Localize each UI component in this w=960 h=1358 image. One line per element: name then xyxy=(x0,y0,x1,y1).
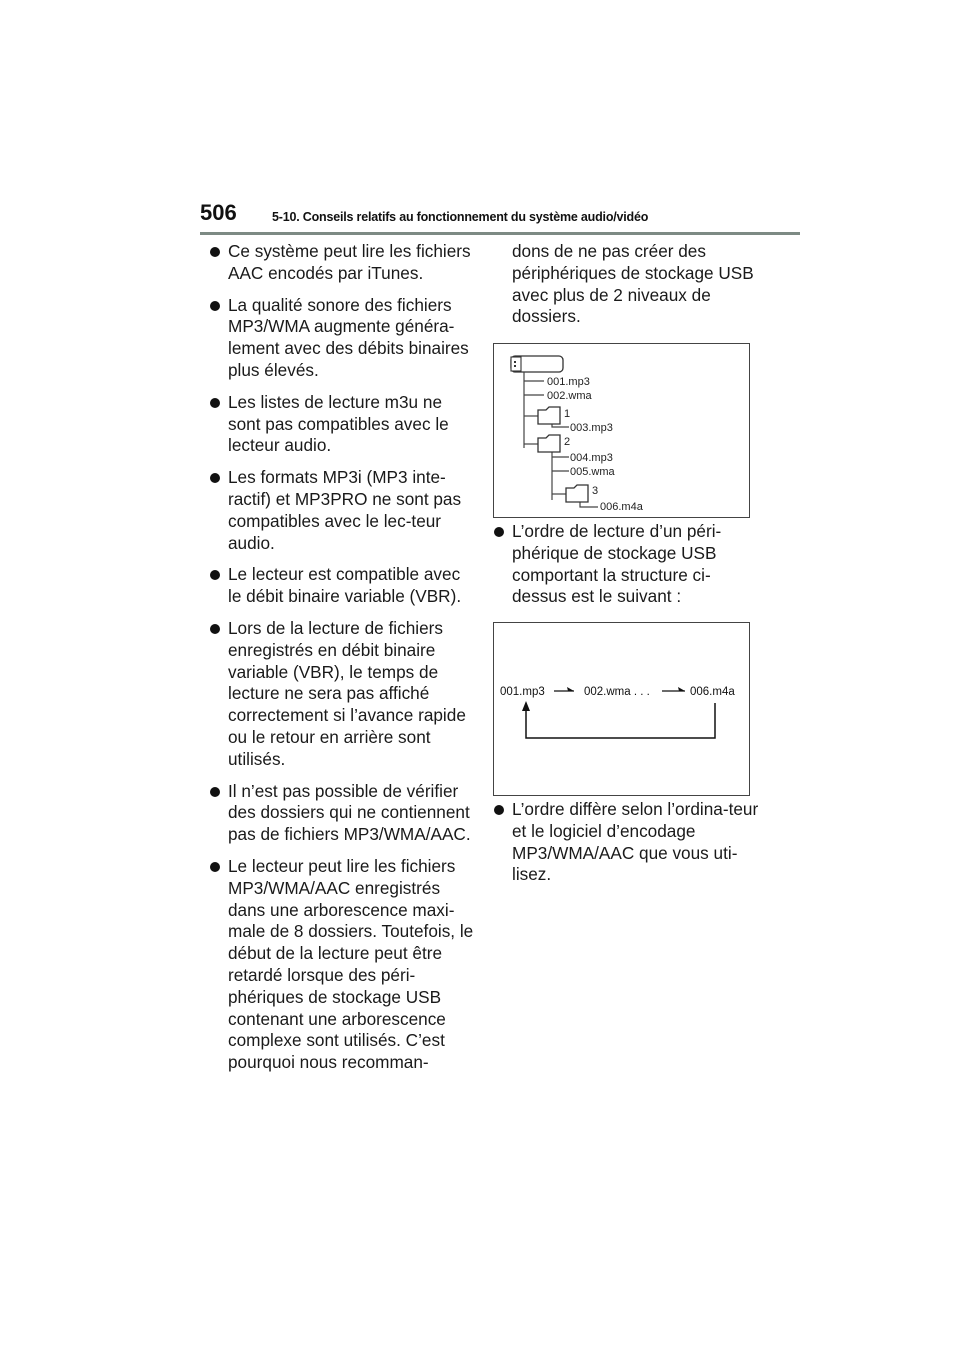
bullet-text: Les listes de lecture m3u ne sont pas compatibles avec le lecteur audio. xyxy=(228,391,449,456)
bullet-text: La qualité sonore des fichiers MP3/WMA augmente généra-lement avec des débits binaires plus élevés. xyxy=(228,294,469,380)
bullet-dot-icon xyxy=(210,247,220,257)
page-number: 506 xyxy=(200,200,237,225)
right-column xyxy=(494,241,759,328)
loop-back-arrow-icon xyxy=(526,703,715,738)
bullet-dot-icon xyxy=(494,805,504,815)
bullet-dot-icon xyxy=(210,570,220,580)
bullet-text: Ce système peut lire les fichiers AAC encodés par iTunes. xyxy=(228,241,471,283)
bullet-dot-icon xyxy=(210,398,220,408)
order-last-file: 006.m4a xyxy=(690,686,735,698)
tree-file-label: 006.m4a xyxy=(600,501,643,513)
tree-file-label: 001.mp3 xyxy=(547,376,590,388)
bullet-item xyxy=(210,781,475,846)
folder-tree-diagram xyxy=(494,344,749,517)
bullet-dot-icon xyxy=(494,527,504,537)
bullet-text: Le lecteur est compatible avec le débit binaire variable (VBR). xyxy=(228,564,462,607)
play-order-diagram xyxy=(494,623,749,795)
bullet-item xyxy=(210,564,475,608)
bullet-dot-icon xyxy=(210,624,220,634)
header-rule xyxy=(200,232,800,235)
folder-tree-figure xyxy=(493,343,750,518)
bullet-text: Il n’est pas possible de vérifier des dossiers qui ne contiennent pas de fichiers MP3/WMA/AAC. xyxy=(228,780,471,845)
bullet-item xyxy=(210,856,475,1074)
bullet-item xyxy=(494,799,759,886)
bullet-text: L’ordre diffère selon l’ordina-teur et le logiciel d’encodage MP3/WMA/AAC que vous uti-lisez. xyxy=(512,799,759,885)
bullet-dot-icon xyxy=(210,787,220,797)
left-column xyxy=(210,241,475,1084)
bullet-dot-icon xyxy=(210,473,220,483)
play-order-figure xyxy=(493,622,750,796)
bullet-dot-icon xyxy=(210,862,220,872)
arrow-up-icon xyxy=(522,701,530,711)
tree-folder-label: 3 xyxy=(592,485,599,497)
right-column-bullet-2 xyxy=(494,799,759,886)
arrow-right-icon xyxy=(662,687,685,691)
bullet-dot-icon xyxy=(210,301,220,311)
folder-icon xyxy=(566,485,588,502)
folder-icon xyxy=(538,407,560,424)
tree-file-label: 003.mp3 xyxy=(570,422,613,434)
usb-drive-icon xyxy=(511,356,563,372)
bullet-item xyxy=(210,618,475,771)
folder-icon xyxy=(538,435,560,452)
bullet-item xyxy=(210,392,475,457)
arrow-right-icon xyxy=(554,687,574,691)
bullet-text: Lors de la lecture de fichiers enregistrés en débit binaire variable (VBR), le temps de lecture ne sera pas affiché correctement si l’avance rapide ou le retour en arrière sont utilisés. xyxy=(228,617,466,769)
tree-folder-label: 2 xyxy=(564,436,571,448)
order-middle-files: 002.wma . . . xyxy=(584,686,650,698)
order-first-file: 001.mp3 xyxy=(500,686,545,698)
tree-file-label: 002.wma xyxy=(547,390,592,402)
bullet-text: L’ordre de lecture d’un péri-phérique de stockage USB comportant la structure ci-dessus est le suivant : xyxy=(512,521,722,607)
bullet-item xyxy=(494,521,759,608)
continuation-text: dons de ne pas créer des périphériques de stockage USB avec plus de 2 niveaux de dossiers. xyxy=(512,241,754,327)
bullet-text: Le lecteur peut lire les fichiers MP3/WMA/AAC enregistrés dans une arborescence maxi-male de 8 dossiers. Toutefois, le début de la lecture peut être retardé lorsque des péri-phériques de stockage USB contenant une arborescence complexe sont utilisés. C’est pourquoi nous recomman- xyxy=(228,855,474,1073)
right-column-bullet-1 xyxy=(494,521,759,608)
bullet-item xyxy=(210,241,475,285)
bullet-item xyxy=(210,295,475,382)
tree-file-label: 005.wma xyxy=(570,466,615,478)
bullet-text: Les formats MP3i (MP3 inte-ractif) et MP3PRO ne sont pas compatibles avec le lec-teur audio. xyxy=(228,467,462,553)
bullet-item xyxy=(210,467,475,554)
tree-folder-label: 1 xyxy=(564,408,571,420)
tree-file-label: 004.mp3 xyxy=(570,452,613,464)
section-title: 5-10. Conseils relatifs au fonctionnement du système audio/vidéo xyxy=(272,210,649,224)
